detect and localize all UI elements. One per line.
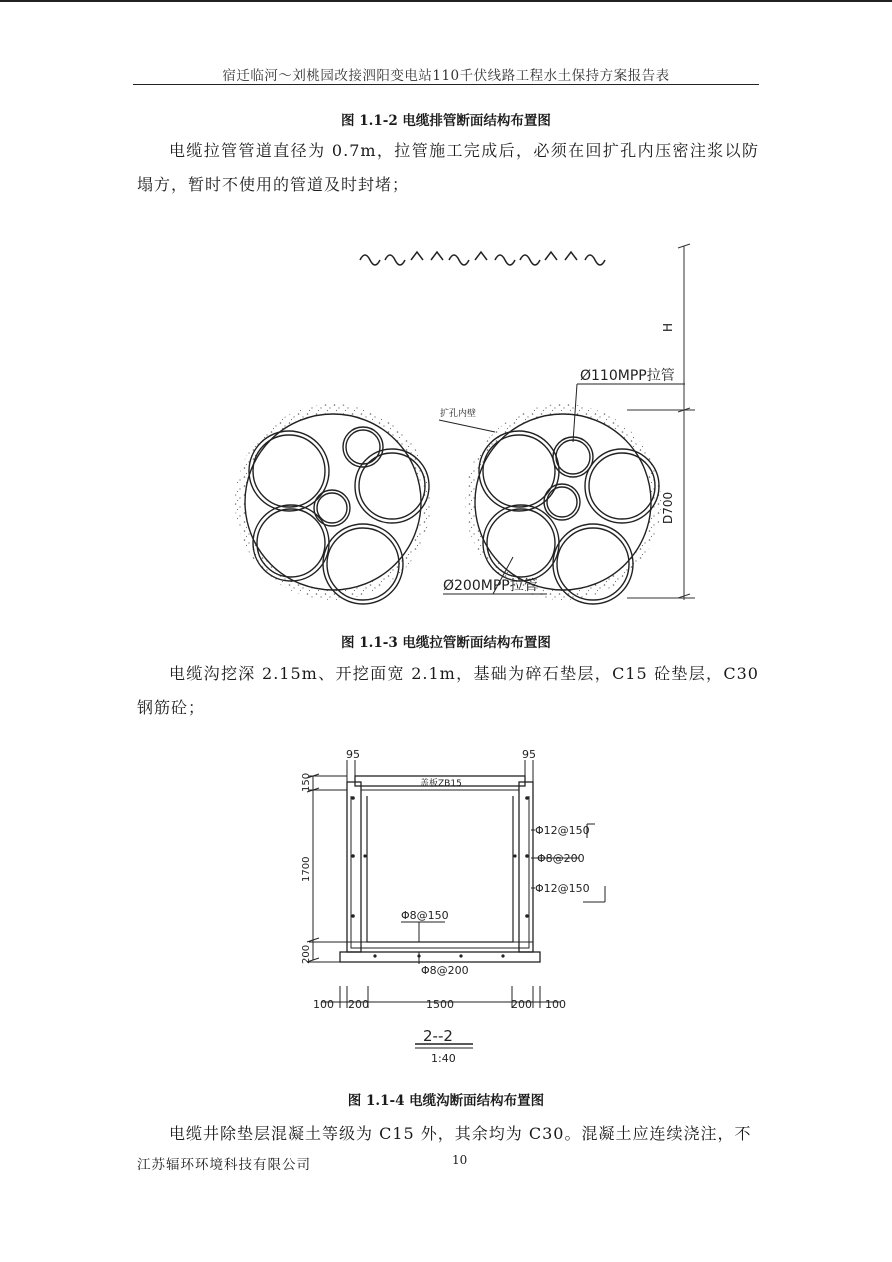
dim-bottom-1: 200 bbox=[348, 998, 369, 1011]
dim-top-left: 95 bbox=[346, 748, 360, 761]
right-bore bbox=[465, 404, 661, 604]
ground-surface-marks bbox=[360, 252, 605, 265]
dim-200-left: 200 bbox=[301, 944, 312, 964]
dim-top-right: 95 bbox=[522, 748, 536, 761]
dim-bottom-4: 100 bbox=[545, 998, 566, 1011]
dimension-h-label: H bbox=[661, 322, 675, 332]
paragraph-concrete-grade: 电缆井除垫层混凝土等级为 C15 外，其余均为 C30。混凝土应连续浇注，不 bbox=[169, 1124, 752, 1143]
label-rebar-inner: Φ8@150 bbox=[401, 909, 449, 922]
section-mark: 2--2 bbox=[423, 1027, 453, 1045]
figure-caption-1-1-4: 图 1.1-4 电缆沟断面结构布置图 bbox=[347, 1093, 545, 1109]
dim-150: 150 bbox=[301, 772, 312, 792]
header-rule bbox=[133, 84, 759, 85]
label-rebar-3: Φ12@150 bbox=[535, 882, 590, 895]
dim-bottom-0: 100 bbox=[313, 998, 334, 1011]
page-number: 10 bbox=[452, 1153, 468, 1167]
page-header-title: 宿迁临河～刘桃园改接泗阳变电站110千伏线路工程水土保持方案报告表 bbox=[222, 68, 670, 84]
figure-caption-1-1-2: 图 1.1-2 电缆排管断面结构布置图 bbox=[341, 113, 551, 129]
label-rebar-bottom: Φ8@200 bbox=[421, 964, 469, 977]
cable-trench-section-diagram bbox=[295, 746, 615, 1072]
left-bore bbox=[235, 404, 431, 604]
label-hole-wall: 扩孔内壁 bbox=[440, 409, 477, 419]
label-200-pipe: Ø200MPP拉管 bbox=[443, 578, 538, 594]
footer-company: 江苏辐环环境科技有限公司 bbox=[137, 1157, 311, 1173]
dim-1700: 1700 bbox=[301, 856, 312, 882]
paragraph-pipe-diameter: 电缆拉管管道直径为 0.7m，拉管施工完成后，必须在回扩孔内压密注浆以防塌方，暂时不使用的管道及时封堵； bbox=[137, 141, 759, 194]
dim-bottom-2: 1500 bbox=[426, 998, 454, 1011]
paragraph-trench-depth: 电缆沟挖深 2.15m、开挖面宽 2.1m，基础为碎石垫层，C15 砼垫层，C30 钢筋砼； bbox=[137, 664, 759, 717]
scale-label: 1:40 bbox=[431, 1052, 456, 1065]
dim-bottom-3: 200 bbox=[511, 998, 532, 1011]
dimension-d700-label: D700 bbox=[661, 491, 675, 524]
label-rebar-1: Φ12@150 bbox=[535, 824, 590, 837]
top-border bbox=[0, 0, 892, 2]
figure-caption-1-1-3: 图 1.1-3 电缆拉管断面结构布置图 bbox=[341, 635, 551, 651]
label-110-pipe: Ø110MPP拉管 bbox=[580, 368, 675, 384]
pipe-cross-section-diagram bbox=[225, 232, 705, 610]
label-cover-plate: 盖板ZB15 bbox=[420, 779, 462, 789]
label-rebar-2: Φ8@200 bbox=[537, 852, 585, 865]
